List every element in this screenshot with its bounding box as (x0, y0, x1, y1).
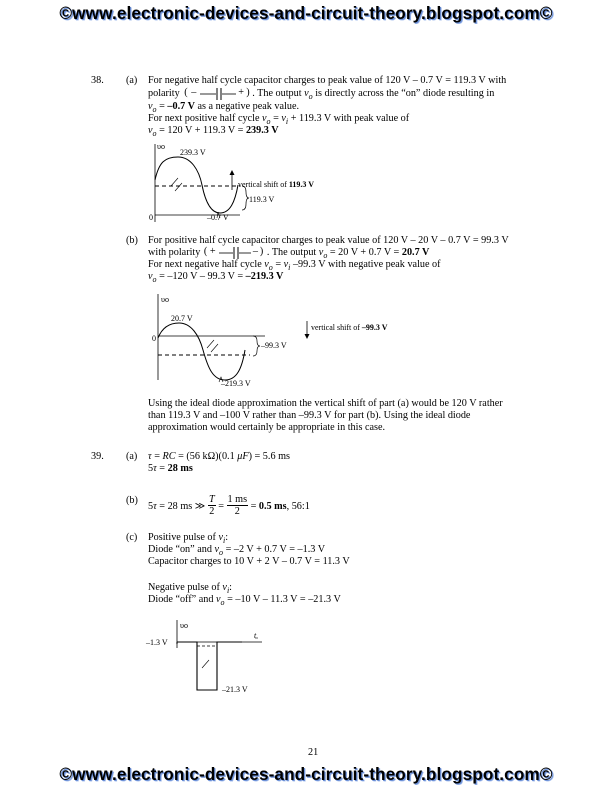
neg-peak-label: –219.3 V (221, 379, 251, 388)
p38a-line4: For next positive half cycle $v_o = v_i + 119.3$ V with peak value of (148, 113, 410, 127)
origin-label: 0 (149, 213, 153, 222)
p39c-line4: Negative pulse of $v_i$: (148, 582, 233, 596)
watermark-top: ©www.electronic-devices-and-circuit-theory.blogspot.com© (59, 3, 553, 23)
p39-part-a-label: (a) (126, 451, 138, 462)
p39-part-b-label: (b) (126, 495, 138, 506)
p38a-shift-note: vertical shift of 119.3 V (238, 180, 315, 189)
p38b-para-line3: approximation would certainly be appropriate in this case. (148, 422, 386, 433)
page-number: 21 (308, 747, 319, 758)
figure-38b-waveform (145, 290, 405, 395)
p38a-line1: For negative half cycle capacitor charges to peak value of 120 V – 0.7 V = 119.3 V with (148, 75, 507, 86)
shift-label: –99.3 V (261, 341, 287, 350)
neg-peak-label: –0.7 V (207, 213, 229, 222)
p39c-line3: Capacitor charges to 10 V + 2 V – 0.7 V = 11.3 V (148, 556, 350, 567)
watermark-bottom: ©www.electronic-devices-and-circuit-theory.blogspot.com© (59, 764, 553, 784)
p38a-line3: $v_o = -0.7$ V as a negative peak value. (148, 101, 300, 115)
peak-label: 239.3 V (180, 148, 206, 157)
vo-axis-label: υo (180, 621, 188, 630)
problem-39-number: 39. (91, 451, 104, 462)
p39c-line2: Diode “on” and $v_o = -2$ V + 0.7 V = –1.3 V (148, 544, 326, 558)
up-arrow-icon (227, 170, 237, 190)
p38a-line2: polarity ( – + ) . The output $v_o$ is directly across the “on” diode resulting in (148, 87, 495, 102)
p38b-para-line2: than 119.3 V and –100 V rather than –99.3 V for part (b). Using the ideal diode (148, 410, 471, 421)
part-a-label: (a) (126, 75, 138, 86)
p38b-shift-note: vertical shift of –99.3 V (311, 323, 388, 332)
peak-label: 20.7 V (171, 314, 193, 323)
p39c-line1: Positive pulse of $v_i$: (148, 532, 229, 546)
vo-axis-label: υo (161, 295, 169, 304)
p38b-line3: For next negative half cycle $v_o = v_i$ –99.3 V with negative peak value of (148, 259, 441, 273)
capacitor-icon (219, 247, 255, 259)
part-b-label: (b) (126, 235, 138, 246)
p39a-line1: τ = RC = (56 kΩ)(0.1 μF) = 5.6 ms (148, 451, 290, 462)
p38b-line1: For positive half cycle capacitor charges to peak value of 120 V – 20 V – 0.7 V = 99.3 V (148, 235, 509, 246)
p39a-line2: 5τ = 28 ms (148, 463, 193, 474)
top-level-label: –1.3 V (146, 638, 168, 647)
origin-label: 0 (152, 334, 156, 343)
vo-axis-label: υo (157, 142, 165, 151)
p38a-line5: $v_o = 120$ V + 119.3 V = 239.3 V (148, 125, 279, 139)
bottom-level-label: –21.3 V (222, 685, 248, 694)
problem-38-number: 38. (91, 75, 104, 86)
p38b-para-line1: Using the ideal diode approximation the vertical shift of part (a) would be 120 V rather (148, 398, 503, 409)
figure-39c-pulse (142, 618, 292, 703)
p39b-equation: 5τ = 28 ms ≫ $\frac{T}{2}$ = $\frac{1 ms}{2}$ = 0.5 ms, 56:1 (148, 494, 310, 517)
p39c-line5: Diode “off” and $v_o = -10$ V – 11.3 V = –21.3 V (148, 594, 341, 608)
time-axis-label: t (254, 631, 257, 640)
p38b-line4: $v_o = -120$ V – 99.3 V = –219.3 V (148, 271, 284, 285)
shift-label: 119.3 V (249, 195, 275, 204)
capacitor-icon (200, 88, 240, 100)
p39-part-c-label: (c) (126, 532, 138, 543)
p38b-line2: with polarity ( + – ) . The output $v_o = 20$ V + 0.7 V = 20.7 V (148, 246, 430, 261)
